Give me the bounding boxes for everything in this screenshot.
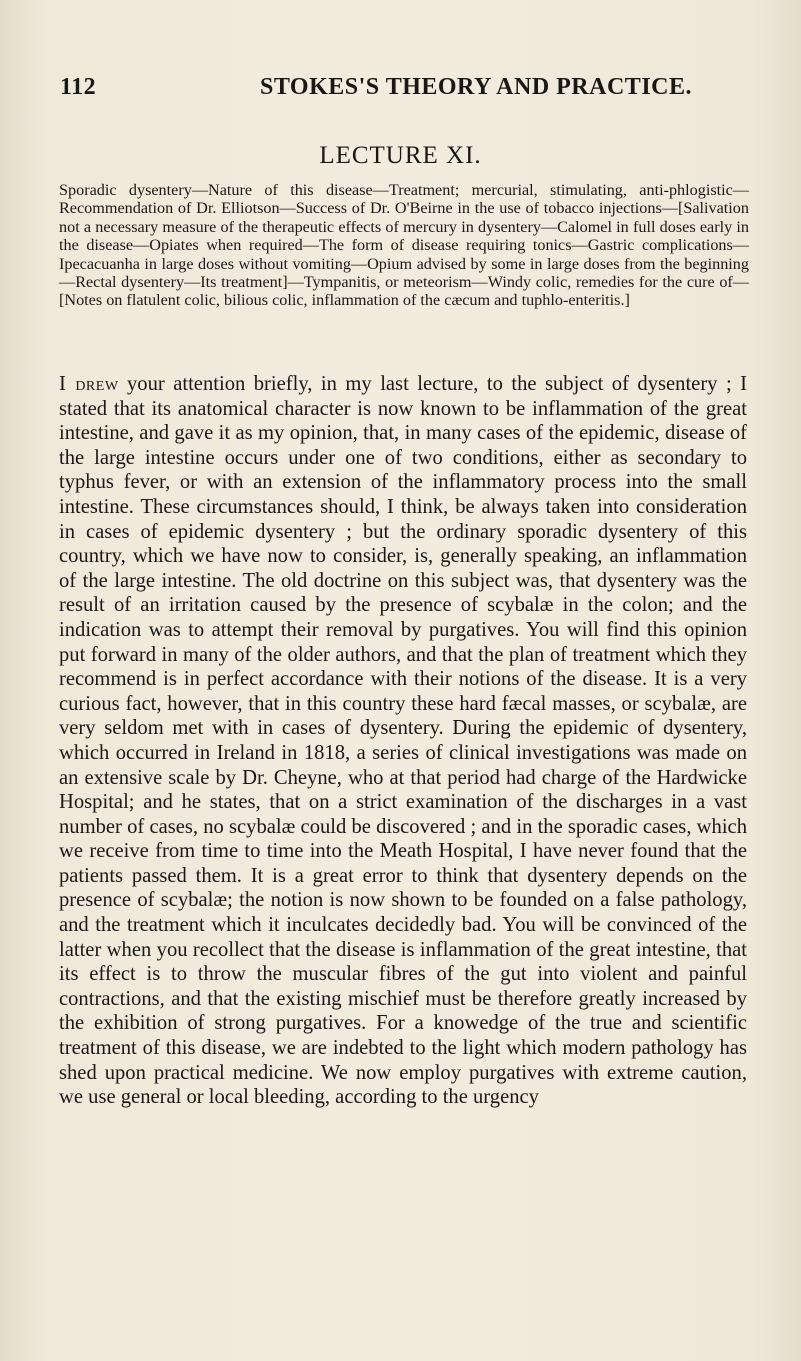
running-title: STOKES'S THEORY AND PRACTICE.	[260, 74, 692, 100]
page-number: 112	[60, 74, 97, 100]
summary-text: Sporadic dysentery—Nature of this disease—Treatment; mercurial, stimulating, anti-phlogistic—Recommendation of Dr. Elliotson—Success of Dr. O'Beirne in the use of tobacco injections—[Salivation not a necessary measure of the therapeutic effects of mercury in dysentery—Calomel in full doses early in the disease—Opiates when required—The form of disease requiring tonics—Gastric complications—Ipecacuanha in large doses without vomiting—Opium advised by some in large doses from the beginning—Rectal dysentery—Its treatment]—Tympanitis, or meteorism—Windy colic, remedies for the cure of—[Notes on flatulent colic, bilious colic, inflammation of the cæcum and tuphlo-enteritis.]	[59, 181, 749, 310]
body-paragraph	[59, 372, 747, 1110]
opening-word: I drew	[59, 373, 119, 395]
lecture-summary	[59, 181, 749, 310]
body-text: your attention briefly, in my last lecture, to the subject of dysentery ; I stated that its anatomical character is now known to be inflammation of the great intestine, and gave it as my opinion, that, in many cases of the epidemic, disease of the large intestine occurs under one of two conditions, either as secondary to typhus fever, or with an extension of the inflammatory process into the small intestine. These circumstances should, I think, be always taken into consideration in cases of epidemic dysentery ; but the ordinary sporadic dysentery of this country, which we have now to consider, is, generally speaking, an inflammation of the large intestine. The old doctrine on this subject was, that dysentery was the result of an irritation caused by the presence of scybalæ in the colon; and the indication was to attempt their removal by purgatives. You will find this opinion put forward in many of the older authors, and that the plan of treatment which they recommend is in perfect accordance with their notions of the disease. It is a very curious fact, however, that in this country these hard fæcal masses, or scybalæ, are very seldom met with in cases of dysentery. During the epidemic of dysentery, which occurred in Ireland in 1818, a series of clinical investigations was made on an extensive scale by Dr. Cheyne, who at that period had charge of the Hardwicke Hospital; and he states, that on a strict examination of the discharges in a vast number of cases, no scybalæ could be discovered ; and in the sporadic cases, which we receive from time to time into the Meath Hospital, I have never found that the patients passed them. It is a great error to think that dysentery depends on the presence of scybalæ; the notion is now shown to be founded on a false pathology, and the treatment which it inculcates decidedly bad. You will be convinced of the latter when you recollect that the disease is inflammation of the great intestine, that its effect is to throw the muscular fibres of the gut into violent and painful contractions, and that the existing mischief must be therefore greatly increased by the exhibition of strong purgatives. For a knowedge of the true and scientific treatment of this disease, we are indebted to the light which modern pathology has shed upon practical medicine. We now employ purgatives with extreme caution, we use general or local bleeding, according to the urgency	[59, 373, 747, 1109]
running-head	[60, 74, 750, 104]
lecture-title: LECTURE XI.	[319, 142, 482, 169]
